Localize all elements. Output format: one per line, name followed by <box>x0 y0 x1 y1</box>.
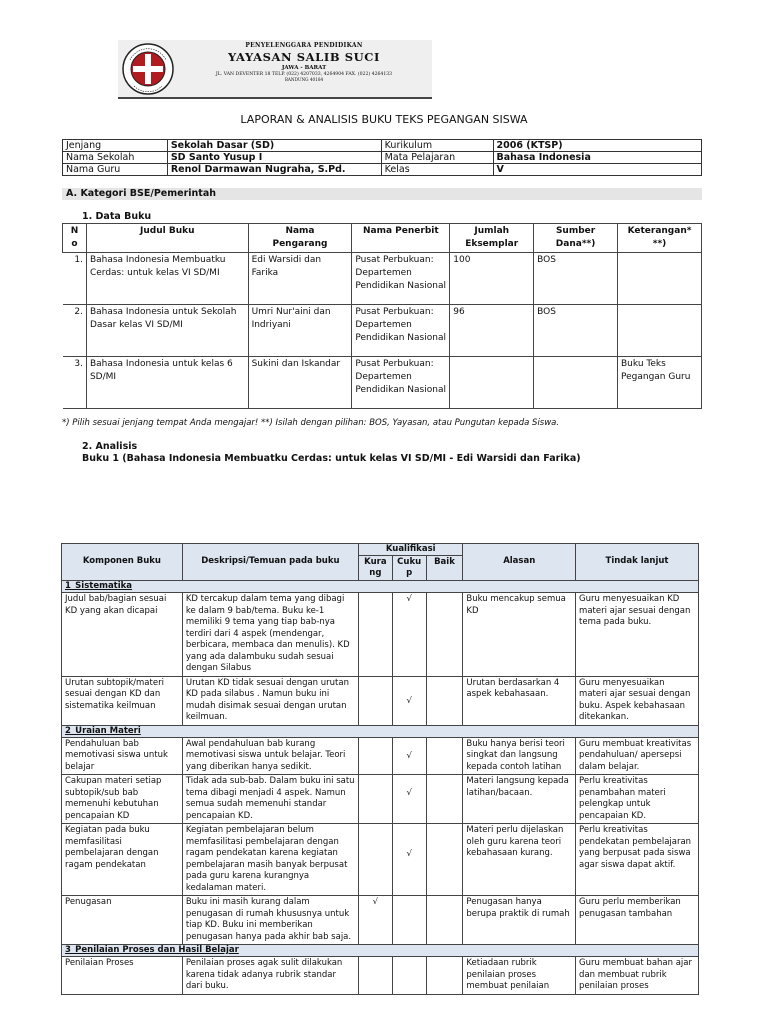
book-author: Sukini dan Iskandar <box>248 357 352 409</box>
alasan-cell: Penugasan hanya berupa praktik di rumah <box>463 896 576 945</box>
book-quantity: 100 <box>450 253 534 305</box>
identity-table <box>62 139 702 176</box>
book-fund-source: BOS <box>534 305 618 357</box>
tindak-cell: Guru membuat bahan ajar dan membuat rubrik penilaian proses <box>576 957 699 995</box>
data-buku-heading: 1. Data Buku <box>82 211 152 222</box>
book-publisher: Pusat Perbukuan: Departemen Pendidikan Nasional <box>352 305 450 357</box>
book-remarks <box>618 253 702 305</box>
kurikulum-value: 2006 (KTSP) <box>493 140 702 152</box>
section-title: 1_Sistematika <box>62 581 699 593</box>
baik-cell <box>426 824 463 896</box>
deskripsi-cell: Tidak ada sub-bab. Dalam buku ini satu tema dibagi menjadi 4 aspek. Namun semua sudah memenuhi standar pencapaian KD. <box>182 775 358 824</box>
table-row <box>62 775 699 824</box>
letterhead-foundation-name: YAYASAN SALIB SUCI <box>227 50 381 64</box>
letterhead-city: BANDUNG 40184 <box>284 77 324 82</box>
col-header-deskripsi: Deskripsi/Temuan pada buku <box>182 544 358 581</box>
section-a-heading: A. Kategori BSE/Pemerintah <box>62 188 702 200</box>
cukup-check-mark: √ <box>406 594 412 604</box>
table-row <box>62 593 699 677</box>
cukup-check-mark: √ <box>406 849 412 859</box>
deskripsi-cell: Penilaian proses agak sulit dilakukan karena tidak adanya rubrik standar dari buku. <box>182 957 358 995</box>
col-header-judul: Judul Buku <box>86 224 248 253</box>
letterhead-line-1: PENYELENGGARA PENDIDIKAN <box>245 42 363 49</box>
komponen-cell: Pendahuluan bab memotivasi siswa untuk belajar <box>62 737 183 775</box>
col-header-alasan: Alasan <box>463 544 576 581</box>
col-header-kualifikasi: Kualifikasi <box>358 544 462 556</box>
cukup-cell <box>392 676 426 725</box>
book-quantity <box>450 357 534 409</box>
footnote: *) Pilih sesuai jenjang tempat Anda mengajar! **) Isilah dengan pilihan: BOS, Yayasan, atau Pungutan kepada Siswa. <box>62 418 560 428</box>
kurang-cell <box>358 896 392 945</box>
letterhead-rule <box>118 97 432 99</box>
report-title: LAPORAN & ANALISIS BUKU TEKS PEGANGAN SISWA <box>240 113 528 126</box>
book-fund-source: BOS <box>534 253 618 305</box>
book-publisher: Pusat Perbukuan: Departemen Pendidikan Nasional <box>352 253 450 305</box>
letterhead <box>118 40 432 98</box>
table-row <box>62 737 699 775</box>
book-remarks: Buku Teks Pegangan Guru <box>618 357 702 409</box>
deskripsi-cell: KD tercakup dalam tema yang dibagi ke dalam 9 bab/tema. Buku ke-1 memiliki 9 tema yang tiap bab-nya terdiri dari 4 aspek (mendengar, berbicara, membaca dan menulis). KD yang ada dalambuku sudah sesuai dengan Silabus <box>182 593 358 677</box>
col-header-kurang: Kura ng <box>358 556 392 581</box>
book-title: Bahasa Indonesia untuk kelas 6 SD/MI <box>86 357 248 409</box>
cukup-cell <box>392 824 426 896</box>
table-row <box>62 824 699 896</box>
col-header-no: N o <box>63 224 87 253</box>
baik-cell <box>426 737 463 775</box>
komponen-cell: Urutan subtopik/materi sesuai dengan KD dan sistematika keilmuan <box>62 676 183 725</box>
kurang-cell <box>358 593 392 677</box>
alasan-cell: Buku hanya berisi teori singkat dan langsung kepada contoh latihan <box>463 737 576 775</box>
guru-label: Nama Guru <box>63 164 168 176</box>
alasan-cell: Urutan berdasarkan 4 aspek kebahasaan. <box>463 676 576 725</box>
cukup-check-mark: √ <box>406 695 412 706</box>
col-header-pengarang: Nama Pengarang <box>248 224 352 253</box>
table-row <box>63 164 702 176</box>
col-header-tindak: Tindak lanjut <box>576 544 699 581</box>
table-row <box>63 152 702 164</box>
baik-cell <box>426 775 463 824</box>
table-row <box>62 676 699 725</box>
kurang-check-mark: √ <box>372 897 379 907</box>
kurang-cell <box>358 775 392 824</box>
table-row <box>63 140 702 152</box>
col-header-komponen: Komponen Buku <box>62 544 183 581</box>
analysis-table <box>61 543 699 995</box>
kelas-label: Kelas <box>381 164 493 176</box>
komponen-cell: Cakupan materi setiap subtopik/sub bab memenuhi kebutuhan pencapaian KD <box>62 775 183 824</box>
book-title: Bahasa Indonesia Membuatku Cerdas: untuk kelas VI SD/MI <box>86 253 248 305</box>
section-row <box>62 725 699 737</box>
col-header-cukup: Cuku p <box>392 556 426 581</box>
section-title: 2_Uraian Materi <box>62 725 699 737</box>
kurang-cell <box>358 737 392 775</box>
table-header-row <box>62 544 699 556</box>
cukup-check-mark: √ <box>406 788 412 798</box>
alasan-cell: Materi perlu dijelaskan oleh guru karena teori kebahasaan kurang. <box>463 824 576 896</box>
kurikulum-label: Kurikulum <box>381 140 493 152</box>
deskripsi-cell: Awal pendahuluan bab kurang memotivasi siswa untuk belajar. Teori yang diberikan hanya sedikit. <box>182 737 358 775</box>
cukup-cell <box>392 775 426 824</box>
row-number: 2. <box>63 305 87 357</box>
deskripsi-cell: Urutan KD tidak sesuai dengan urutan KD pada silabus . Namun buku ini mudah disimak sesuai dengan urutan keilmuan. <box>182 676 358 725</box>
analisis-book-title: Buku 1 (Bahasa Indonesia Membuatku Cerdas: untuk kelas VI SD/MI - Edi Warsidi dan Farika) <box>82 453 581 464</box>
letterhead-address: JL. VAN DEVENTER 18 TELP. (022) 4207033, 4264904 FAX. (022) 4264133 <box>215 72 393 77</box>
guru-value: Renol Darmawan Nugraha, S.Pd. <box>167 164 381 176</box>
kelas-value: V <box>493 164 702 176</box>
yayasan-seal-logo <box>122 42 174 96</box>
alasan-cell: Ketiadaan rubrik penilaian proses membuat penilaian <box>463 957 576 995</box>
tindak-cell: Guru menyesuaikan KD materi ajar sesuai dengan tema pada buku. <box>576 593 699 677</box>
cukup-cell <box>392 896 426 945</box>
alasan-cell: Materi langsung kepada latihan/bacaan. <box>463 775 576 824</box>
table-row <box>63 357 702 409</box>
books-table <box>62 223 702 409</box>
col-header-jumlah: Jumlah Eksemplar <box>450 224 534 253</box>
row-number: 3. <box>63 357 87 409</box>
cukup-cell <box>392 593 426 677</box>
tindak-cell: Guru perlu memberikan penugasan tambahan <box>576 896 699 945</box>
col-header-keterangan: Keterangan* **) <box>618 224 702 253</box>
col-header-sumber: Sumber Dana**) <box>534 224 618 253</box>
tindak-cell: Perlu kreativitas penambahan materi pelengkap untuk pencapaian KD. <box>576 775 699 824</box>
sekolah-value: SD Santo Yusup I <box>167 152 381 164</box>
jenjang-label: Jenjang <box>63 140 168 152</box>
book-title: Bahasa Indonesia untuk Sekolah Dasar kelas VI SD/MI <box>86 305 248 357</box>
komponen-cell: Kegiatan pada buku memfasilitasi pembelajaran dengan ragam pendekatan <box>62 824 183 896</box>
kurang-cell <box>358 957 392 995</box>
letterhead-region: JAWA - BARAT <box>281 65 327 71</box>
kurang-cell <box>358 824 392 896</box>
book-fund-source <box>534 357 618 409</box>
baik-cell <box>426 676 463 725</box>
kurang-cell <box>358 676 392 725</box>
table-row <box>62 896 699 945</box>
letterhead-text <box>178 42 430 82</box>
table-row <box>63 305 702 357</box>
cukup-check-mark: √ <box>406 750 412 761</box>
komponen-cell: Penugasan <box>62 896 183 945</box>
table-header-row <box>63 224 702 253</box>
section-row <box>62 945 699 957</box>
row-number: 1. <box>63 253 87 305</box>
book-author: Edi Warsidi dan Farika <box>248 253 352 305</box>
analisis-heading: 2. Analisis <box>82 441 138 452</box>
col-header-penerbit: Nama Penerbit <box>352 224 450 253</box>
tindak-cell: Perlu kreativitas pendekatan pembelajaran yang berpusat pada siswa agar siswa dapat aktif. <box>576 824 699 896</box>
cukup-cell <box>392 957 426 995</box>
tindak-cell: Guru menyesuaikan materi ajar sesuai dengan buku. Aspek kebahasaan ditekankan. <box>576 676 699 725</box>
section-row <box>62 581 699 593</box>
baik-cell <box>426 896 463 945</box>
table-row <box>63 253 702 305</box>
deskripsi-cell: Kegiatan pembelajaran belum memfasilitasi pembelajaran dengan ragam pendekatan karena kegiatan pembelajaran masih banyak berpusat pada guru karena kurangnya kedalaman materi. <box>182 824 358 896</box>
deskripsi-cell: Buku ini masih kurang dalam penugasan di rumah khususnya untuk tiap KD. Buku ini memberikan penugasan hanya pada akhir bab saja. <box>182 896 358 945</box>
sekolah-label: Nama Sekolah <box>63 152 168 164</box>
baik-cell <box>426 593 463 677</box>
book-author: Umri Nur'aini dan Indriyani <box>248 305 352 357</box>
cukup-cell <box>392 737 426 775</box>
alasan-cell: Buku mencakup semua KD <box>463 593 576 677</box>
baik-cell <box>426 957 463 995</box>
komponen-cell: Penilaian Proses <box>62 957 183 995</box>
book-quantity: 96 <box>450 305 534 357</box>
jenjang-value: Sekolah Dasar (SD) <box>167 140 381 152</box>
table-row <box>62 957 699 995</box>
section-title: 3_Penilaian Proses dan Hasil Belajar <box>62 945 699 957</box>
mapel-value: Bahasa Indonesia <box>493 152 702 164</box>
tindak-cell: Guru membuat kreativitas pendahuluan/ apersepsi dalam belajar. <box>576 737 699 775</box>
col-header-baik: Baik <box>426 556 463 581</box>
komponen-cell: Judul bab/bagian sesuai KD yang akan dicapai <box>62 593 183 677</box>
mapel-label: Mata Pelajaran <box>381 152 493 164</box>
book-remarks <box>618 305 702 357</box>
book-publisher: Pusat Perbukuan: Departemen Pendidikan Nasional <box>352 357 450 409</box>
